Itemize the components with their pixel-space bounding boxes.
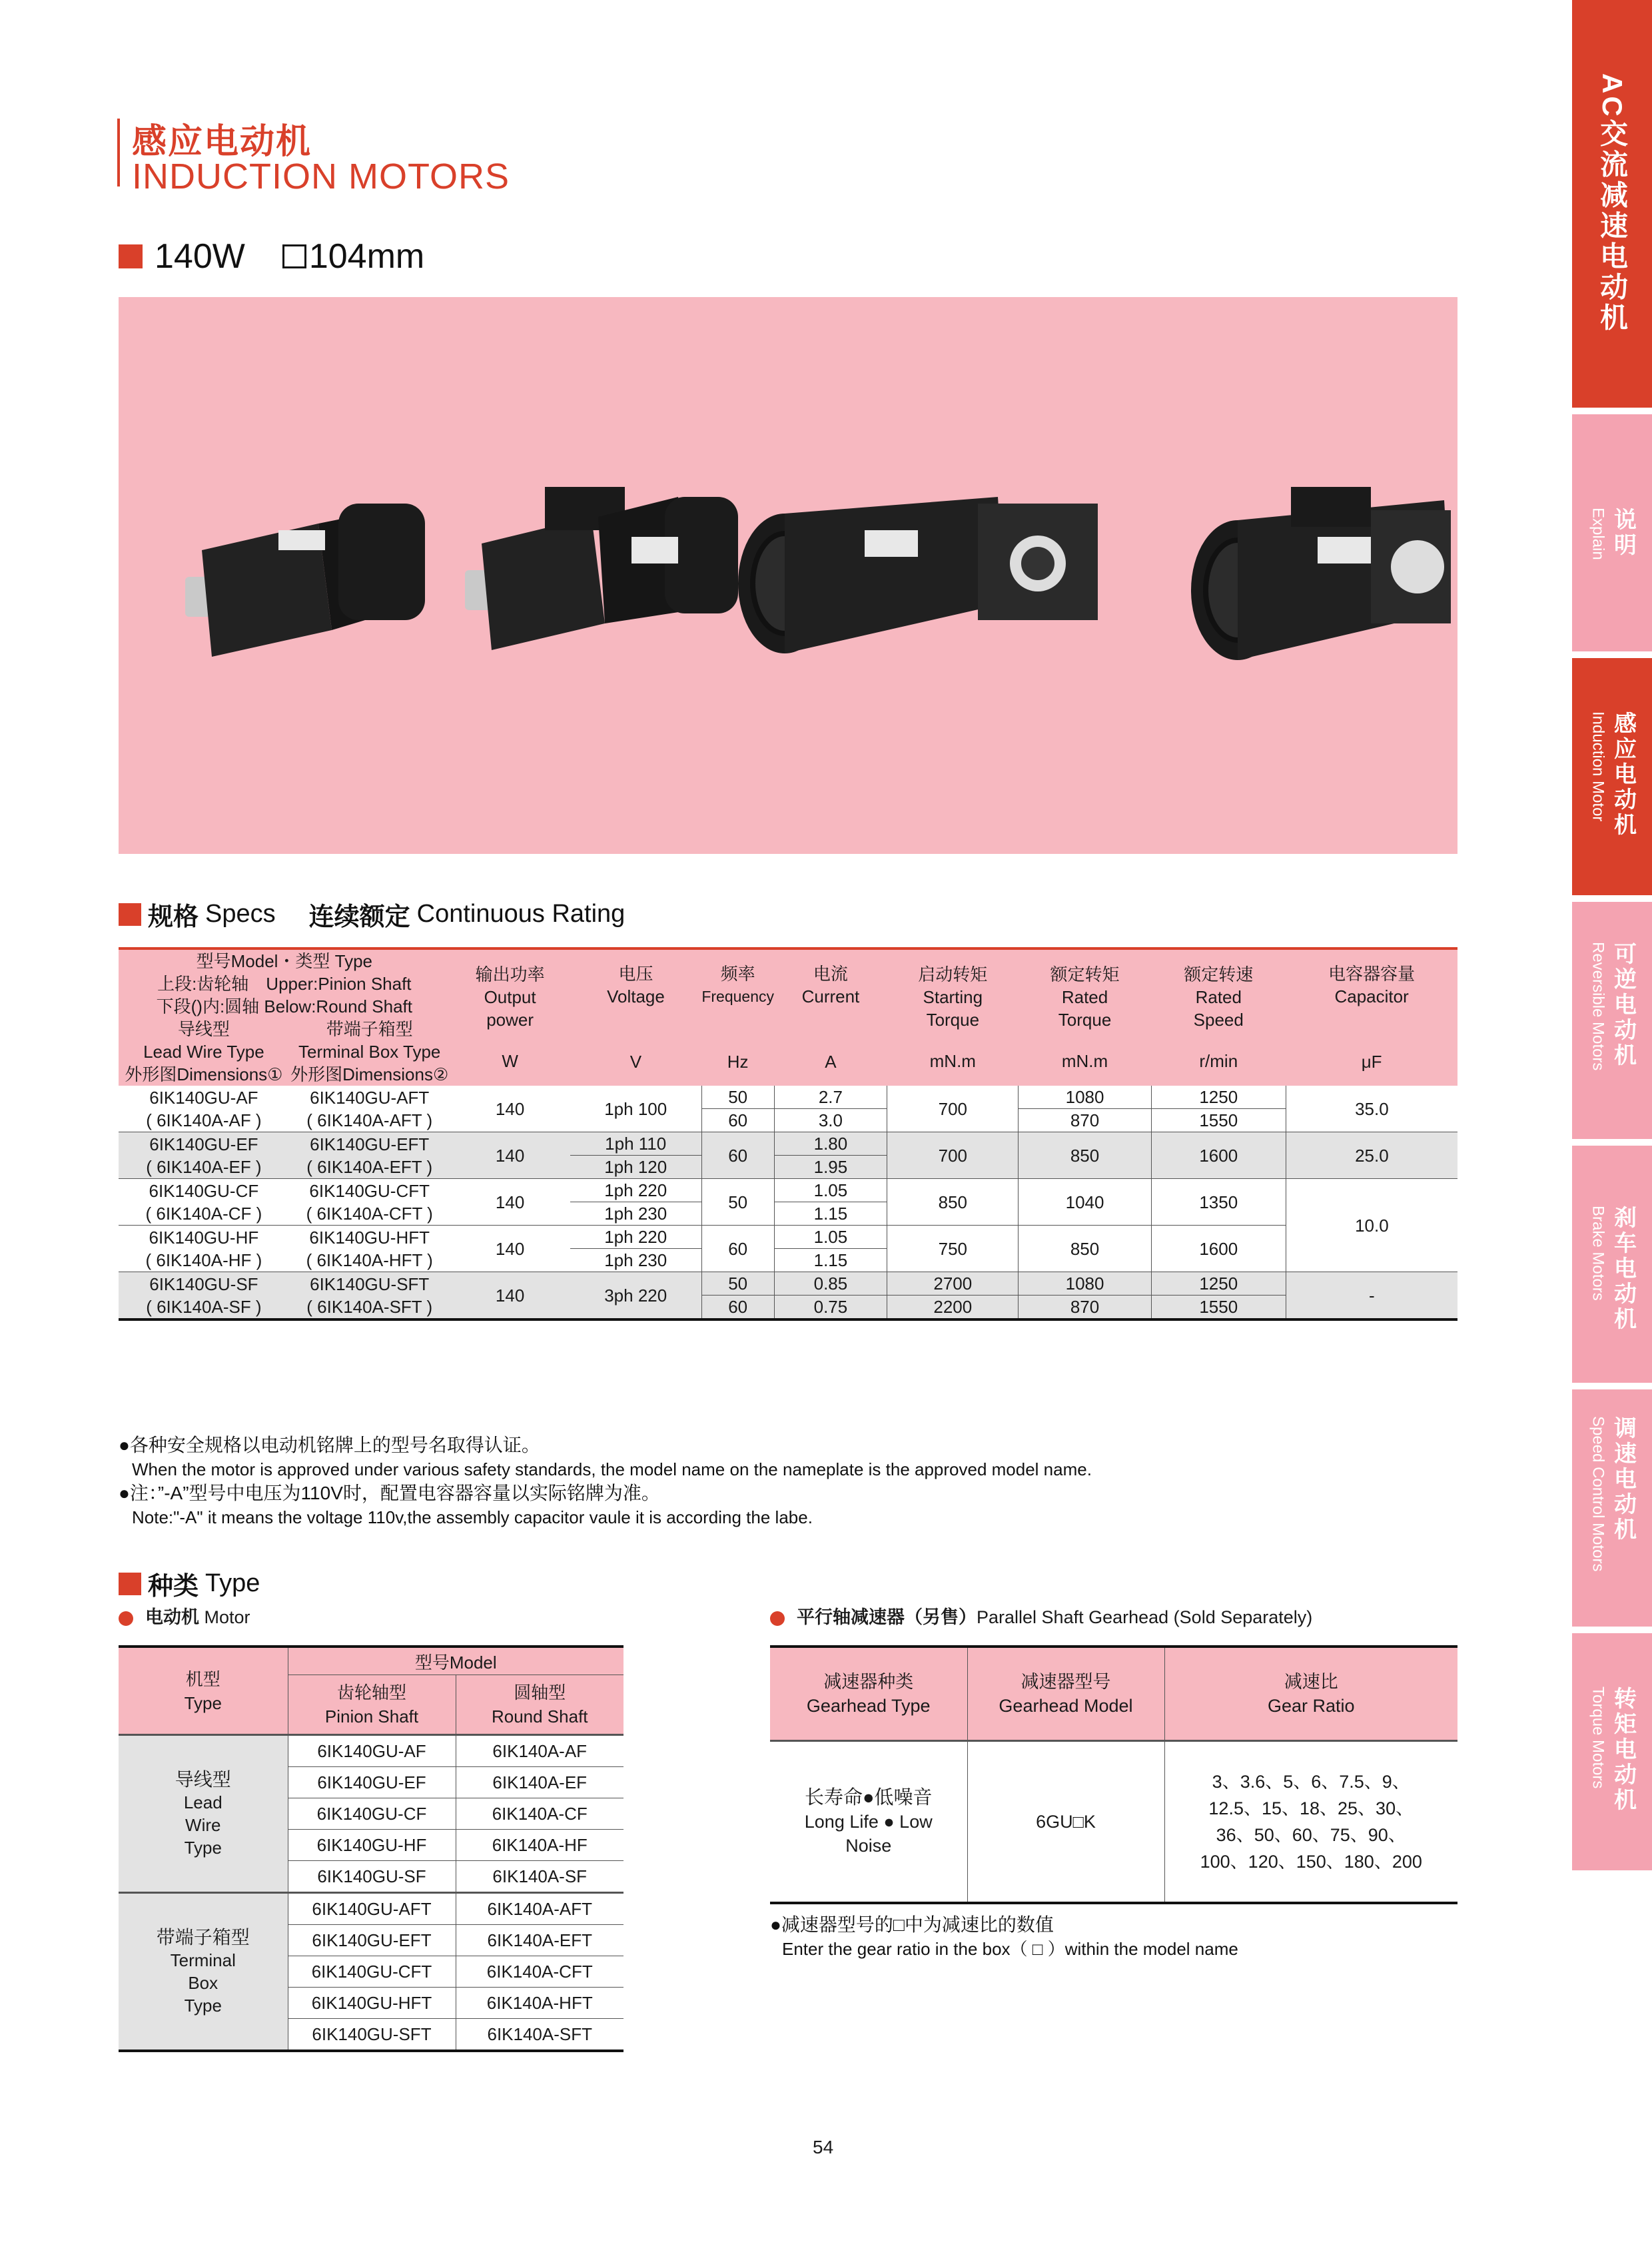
motor-type-table xyxy=(119,1645,623,2052)
motor-image-3 xyxy=(738,497,1098,653)
rating-title-en: Continuous Rating xyxy=(416,900,625,928)
table-row: 60 0.75 2200 870 1550 xyxy=(119,1296,1457,1320)
col-current: 电流 Current A xyxy=(801,964,860,1072)
type-title-en: Type xyxy=(205,1569,260,1597)
tab-reversible-motors[interactable]: 可逆电动机 Reversible Motors xyxy=(1572,902,1652,1139)
specs-title-en: Specs xyxy=(205,900,276,928)
col-voltage: 电压 Voltage V xyxy=(607,964,665,1072)
page-number: 54 xyxy=(813,2137,834,2157)
col-rated-torque: 额定转矩 Rated Torque mN.m xyxy=(1050,964,1120,1071)
spec-line xyxy=(119,236,424,276)
motor-subheading: 电动机 Motor xyxy=(119,1603,250,1629)
tab-brake-motors[interactable]: 刹车电动机 Brake Motors xyxy=(1572,1146,1652,1383)
model-header: 型号Model・类型 Type 上段:齿轮轴 Upper:Pinion Shaft 下段()内:圆轴 Below:Round Shaft xyxy=(156,951,412,1016)
col-frequency: 频率 Frequency Hz xyxy=(701,964,775,1072)
motor-image-4 xyxy=(1191,487,1451,660)
motor-image-2 xyxy=(465,487,738,650)
table-row: 1ph 230 1.15 xyxy=(119,1202,1457,1226)
note-1-cn: ●各种安全规格以电动机铭牌上的型号名取得认证。 xyxy=(119,1435,540,1455)
power-rating: 140W xyxy=(155,237,245,276)
table-row: 6IK140GU-EFT 6IK140A-EFT xyxy=(119,1925,623,1956)
table-row: 1ph 120 1.95 xyxy=(119,1156,1457,1179)
red-square-icon xyxy=(119,1573,141,1595)
motor-image-1 xyxy=(185,504,425,657)
col-capacitor: 电容器容量 Capacitor μF xyxy=(1328,964,1416,1072)
h-gear-type: 减速器种类 Gearhead Type xyxy=(806,1672,931,1716)
terminal-box-header: 带端子箱型 Terminal Box Type 外形图Dimensions② xyxy=(290,1019,449,1084)
note-1-en: When the motor is approved under various safety standards, the model name on the nameplate is the approved model name. xyxy=(132,1459,1092,1479)
table-row: 6IK140GU-AF ( 6IK140A-AF ) 6IK140GU-AFT ( 6IK140A-AFT ) 140 1ph 100 50 2.7 700 1080 1250 35.0 xyxy=(119,1086,1457,1109)
specs-heading xyxy=(119,896,625,933)
gearhead-subheading: 平行轴减速器（另售）Parallel Shaft Gearhead (Sold Separately) xyxy=(770,1603,1312,1629)
table-row: 1ph 230 1.15 xyxy=(119,1249,1457,1272)
table-row: 6IK140GU-CF ( 6IK140A-CF ) 6IK140GU-CFT ( 6IK140A-CFT ) 140 1ph 220 50 1.05 850 1040 1350 10.0 xyxy=(119,1179,1457,1202)
h-gear-ratio: 减速比 Gear Ratio xyxy=(1164,1647,1457,1741)
h-gear-model: 减速器型号 Gearhead Model xyxy=(967,1647,1164,1741)
note-2-cn: ●注：”-A”型号中电压为110V时，配置电容器容量以实际铭牌为准。 xyxy=(119,1483,660,1503)
frame-size: 104mm xyxy=(308,237,425,276)
terminal-box-label: 带端子箱型 Terminal Box Type xyxy=(119,1893,288,2052)
table-row: 60 3.0 870 1550 xyxy=(119,1109,1457,1132)
lead-wire-label: 导线型 Lead Wire Type xyxy=(119,1735,288,1893)
h-pinion: 齿轮轴型 Pinion Shaft xyxy=(288,1675,456,1735)
page-title-cn: 感应电动机 xyxy=(132,123,312,161)
gearhead-table xyxy=(770,1645,1457,1904)
table-row: 6IK140GU-SFT 6IK140A-SFT xyxy=(119,2019,623,2052)
specs-title-cn: 规格 xyxy=(148,903,199,931)
col-rated-speed: 额定转速 Rated Speed r/min xyxy=(1184,964,1254,1071)
table-row: 6IK140GU-HFT 6IK140A-HFT xyxy=(119,1988,623,2019)
type-title-cn: 种类 xyxy=(148,1573,199,1601)
gear-note-en: Enter the gear ratio in the box（ □ ）within the model name xyxy=(782,1939,1238,1959)
tab-torque-motors[interactable]: 转矩电动机 Torque Motors xyxy=(1572,1633,1652,1870)
table-row: 6IK140GU-EF 6IK140A-EF xyxy=(119,1767,623,1798)
table-row: 6IK140GU-EF ( 6IK140A-EF ) 6IK140GU-EFT ( 6IK140A-EFT ) 140 1ph 110 60 1.80 700 850 1600 25.0 xyxy=(119,1132,1457,1156)
gear-ratios: 3、3.6、5、6、7.5、9、 12.5、15、18、25、30、 36、50、60、75、90、 100、120、150、180、200 xyxy=(1164,1741,1457,1904)
gear-note xyxy=(770,1913,1238,1961)
page-title-en: INDUCTION MOTORS xyxy=(132,157,510,196)
red-square-icon xyxy=(119,903,141,926)
h-type: 机型 Type xyxy=(184,1669,222,1713)
col-output: 输出功率 Output power W xyxy=(475,964,545,1071)
notes xyxy=(119,1433,1092,1529)
h-round: 圆轴型 Round Shaft xyxy=(456,1675,623,1735)
tab-explain[interactable]: 说明 Explain xyxy=(1572,414,1652,651)
motors-illustration xyxy=(119,297,1457,854)
square-outline-icon xyxy=(282,244,306,268)
tab-induction-motor[interactable]: 感应电动机 Induction Motor xyxy=(1572,658,1652,895)
table-row: 6IK140GU-CFT 6IK140A-CFT xyxy=(119,1956,623,1988)
h-model: 型号Model xyxy=(288,1647,623,1675)
table-row: 导线型 Lead Wire Type 6IK140GU-AF 6IK140A-AF xyxy=(119,1735,623,1767)
table-row: 6IK140GU-HF ( 6IK140A-HF ) 6IK140GU-HFT ( 6IK140A-HFT ) 140 1ph 220 60 1.05 750 850 1600 xyxy=(119,1226,1457,1249)
product-photo xyxy=(119,297,1457,854)
table-row: 6IK140GU-SF ( 6IK140A-SF ) 6IK140GU-SFT ( 6IK140A-SFT ) 140 3ph 220 50 0.85 2700 1080 1250 - xyxy=(119,1272,1457,1296)
gear-note-cn: ●减速器型号的□中为减速比的数值 xyxy=(770,1914,1054,1935)
gear-type: 长寿命●低噪音 Long Life ● Low Noise xyxy=(804,1787,933,1856)
rating-title-cn: 连续额定 xyxy=(308,903,410,931)
lead-wire-header: 导线型 Lead Wire Type 外形图Dimensions① xyxy=(125,1019,283,1084)
gear-model: 6GU□K xyxy=(967,1741,1164,1904)
table-row: 6IK140GU-CF 6IK140A-CF xyxy=(119,1798,623,1830)
table-row: 6IK140GU-SF 6IK140A-SF xyxy=(119,1861,623,1893)
red-square-icon xyxy=(119,244,143,268)
table-row: 6IK140GU-HF 6IK140A-HF xyxy=(119,1830,623,1861)
bullet-icon xyxy=(119,1611,133,1626)
note-2-en: Note:"-A" it means the voltage 110v,the assembly capacitor vaule it is according the labe. xyxy=(132,1507,813,1527)
table-row xyxy=(770,1741,1457,1904)
type-heading xyxy=(119,1565,260,1602)
col-starting-torque: 启动转矩 Starting Torque mN.m xyxy=(918,964,988,1071)
tab-speed-control-motors[interactable]: 调速电动机 Speed Control Motors xyxy=(1572,1389,1652,1627)
table-row: 带端子箱型 Terminal Box Type 6IK140GU-AFT 6IK140A-AFT xyxy=(119,1893,623,1925)
tab-ac-gear-motors[interactable]: AC交流减速电动机 xyxy=(1572,0,1652,408)
bullet-icon xyxy=(770,1611,785,1626)
title-accent-bar xyxy=(117,119,120,187)
spec-table xyxy=(119,947,1457,1321)
